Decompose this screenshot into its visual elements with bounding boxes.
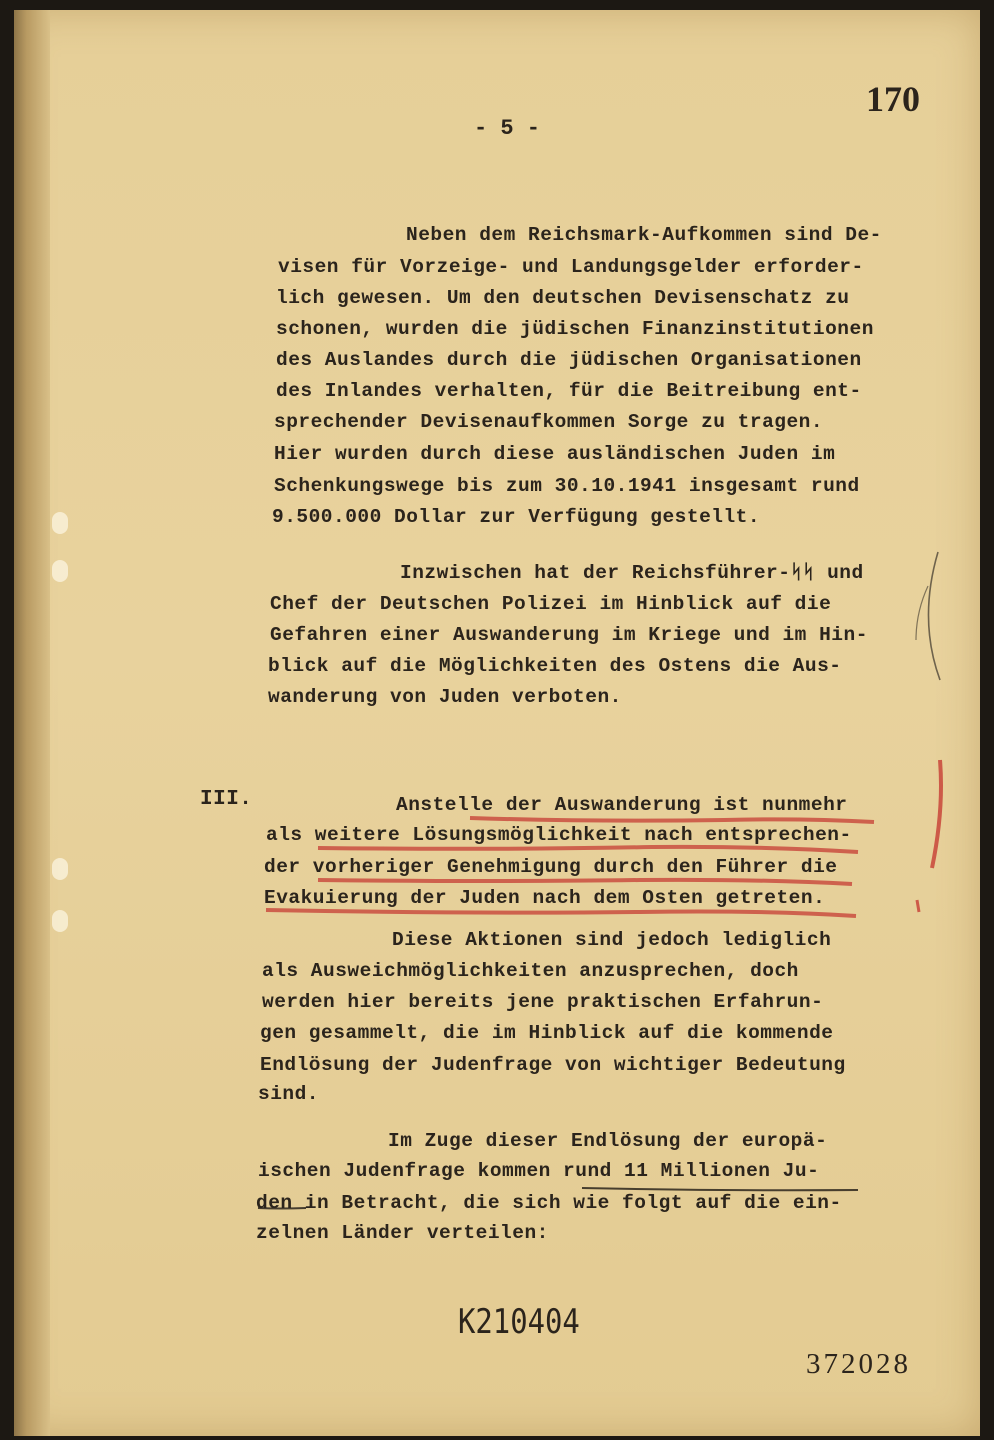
page-number: - 5 -	[474, 116, 541, 141]
p1-line: des Auslandes durch die jüdischen Organisationen	[276, 349, 862, 371]
p2-line: wanderung von Juden verboten.	[268, 686, 622, 708]
punch-hole	[52, 560, 68, 582]
p3-line: der vorheriger Genehmigung durch den Führer die	[264, 856, 838, 878]
p1-line: visen für Vorzeige- und Landungsgelder erforder-	[278, 256, 864, 278]
p3-line: Evakuierung der Juden nach dem Osten getreten.	[264, 887, 826, 909]
p2-line: Inzwischen hat der Reichsführer-ᛋᛋ und	[400, 562, 864, 584]
p1-line: sprechender Devisenaufkommen Sorge zu tragen.	[274, 411, 824, 433]
punch-hole	[52, 910, 68, 932]
p4-line: werden hier bereits jene praktischen Erfahrun-	[262, 991, 824, 1013]
p5-line: Im Zuge dieser Endlösung der europä-	[388, 1130, 828, 1152]
p4-line: Diese Aktionen sind jedoch lediglich	[392, 929, 832, 951]
binding-edge	[14, 10, 50, 1436]
section-numeral: III.	[200, 788, 253, 811]
p3-line: Anstelle der Auswanderung ist nunmehr	[396, 794, 848, 816]
p1-line: 9.500.000 Dollar zur Verfügung gestellt.	[272, 506, 761, 528]
archive-stamp: 372028	[806, 1348, 911, 1380]
p1-line: Schenkungswege bis zum 30.10.1941 insgesamt rund	[274, 475, 860, 497]
p5-line: den in Betracht, die sich wie folgt auf die ein-	[256, 1192, 842, 1214]
p4-line: gen gesammelt, die im Hinblick auf die kommende	[260, 1022, 834, 1044]
p1-line: Neben dem Reichsmark-Aufkommen sind De-	[406, 224, 882, 246]
p1-line: Hier wurden durch diese ausländischen Juden im	[274, 443, 836, 465]
document-id: K210404	[458, 1302, 580, 1342]
p5-line: zelnen Länder verteilen:	[256, 1222, 549, 1244]
punch-hole	[52, 858, 68, 880]
p2-line: Chef der Deutschen Polizei im Hinblick auf die	[270, 593, 832, 615]
p2-line: blick auf die Möglichkeiten des Ostens die Aus-	[268, 655, 842, 677]
p1-line: lich gewesen. Um den deutschen Devisenschatz zu	[276, 287, 850, 309]
p5-line: ischen Judenfrage kommen rund 11 Millionen Ju-	[258, 1160, 820, 1182]
p4-line: Endlösung der Judenfrage von wichtiger Bedeutung	[260, 1054, 846, 1076]
p4-line: als Ausweichmöglichkeiten anzusprechen, doch	[262, 960, 799, 982]
p3-line: als weitere Lösungsmöglichkeit nach entsprechen-	[266, 824, 852, 846]
p2-line: Gefahren einer Auswanderung im Kriege und im Hin-	[270, 624, 868, 646]
p1-line: schonen, wurden die jüdischen Finanzinstitutionen	[276, 318, 874, 340]
p4-line: sind.	[258, 1083, 320, 1105]
punch-hole	[52, 512, 68, 534]
folio-number: 170	[866, 79, 920, 119]
p1-line: des Inlandes verhalten, für die Beitreibung ent-	[276, 380, 862, 402]
